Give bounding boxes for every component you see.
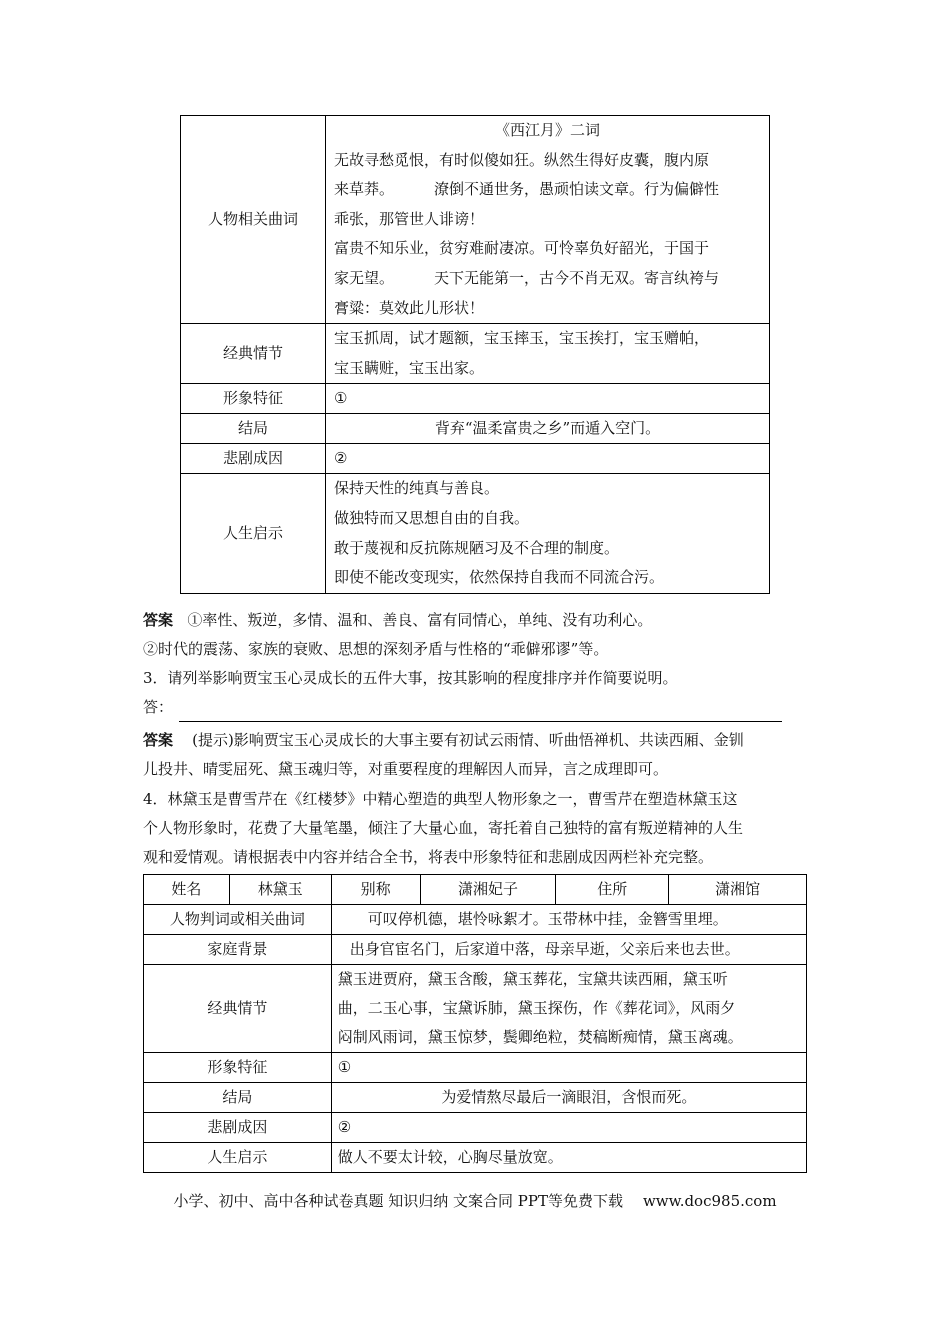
plot-content [331, 965, 806, 1053]
family-value: 出身官宦名门，后家道中落，母亲早逝，父亲后来也去世。 [331, 935, 806, 965]
insight-value: 做人不要太计较，心胸尽量放宽。 [331, 1143, 806, 1173]
answer-1 [143, 606, 807, 664]
footer-text: 小学、初中、高中各种试卷真题 知识归纳 文案合同 PPT等免费下载 [173, 1192, 623, 1210]
question-4 [143, 785, 807, 872]
plot-label: 经典情节 [181, 324, 326, 384]
alias-label: 别称 [331, 875, 420, 905]
answer-3 [143, 726, 807, 784]
cause-label: 悲剧成因 [144, 1113, 332, 1143]
baoyu-table [180, 115, 770, 594]
question-text: 3．请列举影响贾宝玉心灵成长的五件大事，按其影响的程度排序并作简要说明。 [143, 669, 678, 687]
cause-label: 悲剧成因 [181, 444, 326, 474]
name-value: 林黛玉 [229, 875, 331, 905]
insight-line: 即使不能改变现实，依然保持自我而不同流合污。 [334, 568, 665, 587]
plot-line: 曲，二玉心事，宝黛诉肺，黛玉探伤，作《葬花词》，风雨夕 [337, 999, 736, 1017]
qu-ci-line: 来草莽。 [334, 180, 395, 199]
ending-value: 背弃“温柔富贵之乡”而遁入空门。 [326, 414, 770, 444]
qu-ci-line: 潦倒不通世务，愚顽怕读文章。行为偏僻性 [434, 180, 720, 199]
insight-line: 敢于蔑视和反抗陈规陋习及不合理的制度。 [334, 538, 620, 557]
plot-line: 闷制风雨词，黛玉惊梦，鬓卿绝粒，焚稿断痴情，黛玉离魂。 [337, 1028, 743, 1046]
qu-ci-line: 富贵不知乐业，贫穷难耐凄凉。可怜辜负好韶光，于国于 [334, 239, 710, 258]
trait-label: 形象特征 [144, 1053, 332, 1083]
qu-ci-title: 《西江月》二词 [494, 121, 600, 139]
home-value: 潇湘馆 [669, 875, 807, 905]
qu-ci-line: 家无望。 [334, 268, 395, 287]
plot-line: 宝玉抓周，试才题额，宝玉摔玉，宝玉挨打，宝玉赠帕， [334, 329, 710, 348]
trait-value: ① [326, 384, 770, 414]
plot-line: 黛玉进贾府，黛玉含酸，黛玉葬花，宝黛共读西厢，黛玉听 [337, 970, 728, 988]
answer-label: 答案 [143, 731, 174, 749]
qu-ci-line: 乖张，那管世人诽谤！ [334, 209, 485, 228]
insight-label: 人生启示 [144, 1143, 332, 1173]
alias-value: 潇湘妃子 [420, 875, 556, 905]
plot-label: 经典情节 [144, 965, 332, 1053]
cause-value: ② [326, 444, 770, 474]
ending-label: 结局 [144, 1083, 332, 1113]
qu-ci-line: 天下无能第一，古今不肖无双。寄言纨袴与 [434, 268, 720, 287]
answer-blank-line[interactable] [179, 704, 782, 722]
question-3 [143, 664, 807, 722]
qu-ci-label: 人物相关曲词 [181, 116, 326, 324]
ending-value: 为爱情熬尽最后一滴眼泪，含恨而死。 [331, 1083, 806, 1113]
answer-text: ①率性、叛逆，多情、温和、善良、富有同情心，单纯、没有功利心。 [187, 611, 653, 629]
answer-text: 儿投井、晴雯屈死、黛玉魂归等，对重要程度的理解因人而异，言之成理即可。 [143, 760, 669, 778]
ending-label: 结局 [181, 414, 326, 444]
qu-ci-content [326, 116, 770, 324]
verdict-label: 人物判词或相关曲词 [144, 905, 332, 935]
cause-value: ② [331, 1113, 806, 1143]
question-line: 个人物形象时，花费了大量笔墨，倾注了大量心血，寄托着自己独特的富有叛逆精神的人生 [143, 819, 744, 837]
family-label: 家庭背景 [144, 935, 332, 965]
insight-content [326, 474, 770, 593]
trait-label: 形象特征 [181, 384, 326, 414]
daiyu-table [143, 874, 807, 1173]
qu-ci-line: 膏粱：莫效此儿形状！ [334, 298, 485, 317]
question-line: 4．林黛玉是曹雪芹在《红楼梦》中精心塑造的典型人物形象之一，曹雪芹在塑造林黛玉这 [143, 790, 738, 808]
plot-line: 宝玉瞒赃，宝玉出家。 [334, 358, 485, 377]
home-label: 住所 [556, 875, 669, 905]
plot-content [326, 324, 770, 384]
page-footer [0, 1190, 950, 1211]
footer-url[interactable]: www.doc985.com [642, 1192, 777, 1210]
answer-prefix: 答： [143, 698, 174, 716]
qu-ci-line: 无故寻愁觅恨，有时似傻如狂。纵然生得好皮囊，腹内原 [334, 150, 710, 169]
answer-text: ②时代的震荡、家族的衰败、思想的深刻矛盾与性格的“乖僻邪谬”等。 [143, 640, 609, 658]
trait-value: ① [331, 1053, 806, 1083]
verdict-value: 可叹停机德，堪怜咏絮才。玉带林中挂，金簪雪里埋。 [331, 905, 806, 935]
insight-label: 人生启示 [181, 474, 326, 593]
question-line: 观和爱情观。请根据表中内容并结合全书，将表中形象特征和悲剧成因两栏补充完整。 [143, 848, 714, 866]
answer-label: 答案 [143, 611, 174, 629]
name-label: 姓名 [144, 875, 230, 905]
insight-line: 保持天性的纯真与善良。 [334, 479, 500, 498]
answer-text: (提示)影响贾宝玉心灵成长的大事主要有初试云雨情、听曲悟禅机、共读西厢、金钏 [192, 731, 744, 749]
insight-line: 做独特而又思想自由的自我。 [334, 508, 530, 527]
